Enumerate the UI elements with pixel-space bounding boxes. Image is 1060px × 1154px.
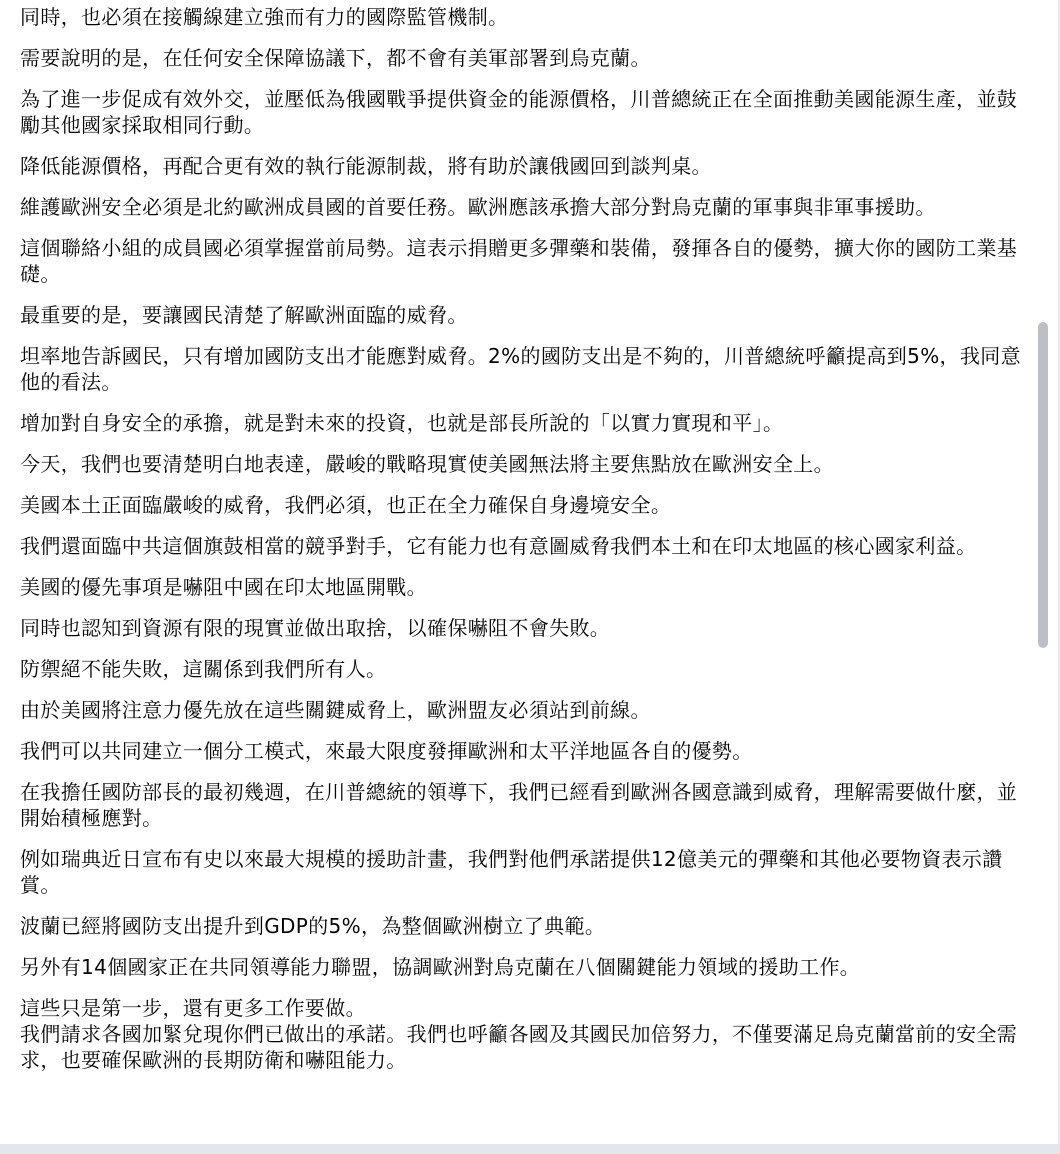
post-paragraph: 維護歐洲安全必須是北約歐洲成員國的首要任務。歐洲應該承擔大部分對烏克蘭的軍事與非軍事援助。 (20, 195, 936, 219)
post-paragraph: 降低能源價格，再配合更有效的執行能源制裁，將有助於讓俄國回到談判桌。 (20, 154, 712, 178)
post-paragraph: 波蘭已經將國防支出提升到GDP的5%，為整個歐洲樹立了典範。 (20, 914, 606, 938)
bottom-divider (0, 1144, 1060, 1154)
post-paragraph: 同時，也必須在接觸線建立強而有力的國際監管機制。 (20, 5, 509, 29)
post-paragraph: 美國本土正面臨嚴峻的威脅，我們必須，也正在全力確保自身邊境安全。 (20, 493, 672, 517)
post-paragraph: 美國的優先事項是嚇阻中國在印太地區開戰。 (20, 575, 427, 599)
post-paragraph: 增加對自身安全的承擔，就是對未來的投資，也就是部長所說的「以實力實現和平」。 (20, 411, 784, 435)
scrollbar-thumb[interactable] (1038, 322, 1048, 648)
post-paragraph: 例如瑞典近日宣布有史以來最大規模的援助計畫，我們對他們承諾提供12億美元的彈藥和其他必要物資表示讚賞。 (20, 847, 1003, 897)
post-paragraph: 我們還面臨中共這個旗鼓相當的競爭對手，它有能力也有意圖威脅我們本土和在印太地區的核心國家利益。 (20, 534, 977, 558)
post-paragraph: 這個聯絡小組的成員國必須掌握當前局勢。這表示捐贈更多彈藥和裝備，發揮各自的優勢，擴大你的國防工業基礎。 (20, 236, 1018, 286)
post-paragraph: 同時也認知到資源有限的現實並做出取捨，以確保嚇阻不會失敗。 (20, 616, 611, 640)
post-paragraph: 為了進一步促成有效外交，並壓低為俄國戰爭提供資金的能源價格，川普總統正在全面推動美國能源生產，並鼓勵其他國家採取相同行動。 (20, 87, 1018, 137)
post-paragraph: 這些只是第一步，還有更多工作要做。 我們請求各國加緊兌現你們已做出的承諾。我們也呼籲各國及其國民加倍努力，不僅要滿足烏克蘭當前的安全需求，也要確保歐洲的長期防衛和嚇阻能力。 (20, 996, 1018, 1072)
post-paragraph: 由於美國將注意力優先放在這些關鍵威脅上，歐洲盟友必須站到前線。 (20, 698, 651, 722)
post-paragraph: 坦率地告訴國民，只有增加國防支出才能應對威脅。2%的國防支出是不夠的，川普總統呼籲提高到5%，我同意他的看法。 (20, 344, 1021, 394)
post-paragraph: 今天，我們也要清楚明白地表達，嚴峻的戰略現實使美國無法將主要焦點放在歐洲安全上。 (20, 452, 834, 476)
post-paragraph: 需要說明的是，在任何安全保障協議下，都不會有美軍部署到烏克蘭。 (20, 46, 651, 70)
post-paragraph: 防禦絕不能失敗，這關係到我們所有人。 (20, 657, 387, 681)
post-paragraph: 在我擔任國防部長的最初幾週，在川普總統的領導下，我們已經看到歐洲各國意識到威脅，理解需要做什麼，並開始積極應對。 (20, 780, 1018, 830)
post-paragraph: 我們可以共同建立一個分工模式，來最大限度發揮歐洲和太平洋地區各自的優勢。 (20, 739, 753, 763)
post-paragraph: 最重要的是，要讓國民清楚了解歐洲面臨的威脅。 (20, 303, 468, 327)
post-paragraph: 另外有14個國家正在共同領導能力聯盟，協調歐洲對烏克蘭在八個關鍵能力領域的援助工作。 (20, 955, 861, 979)
